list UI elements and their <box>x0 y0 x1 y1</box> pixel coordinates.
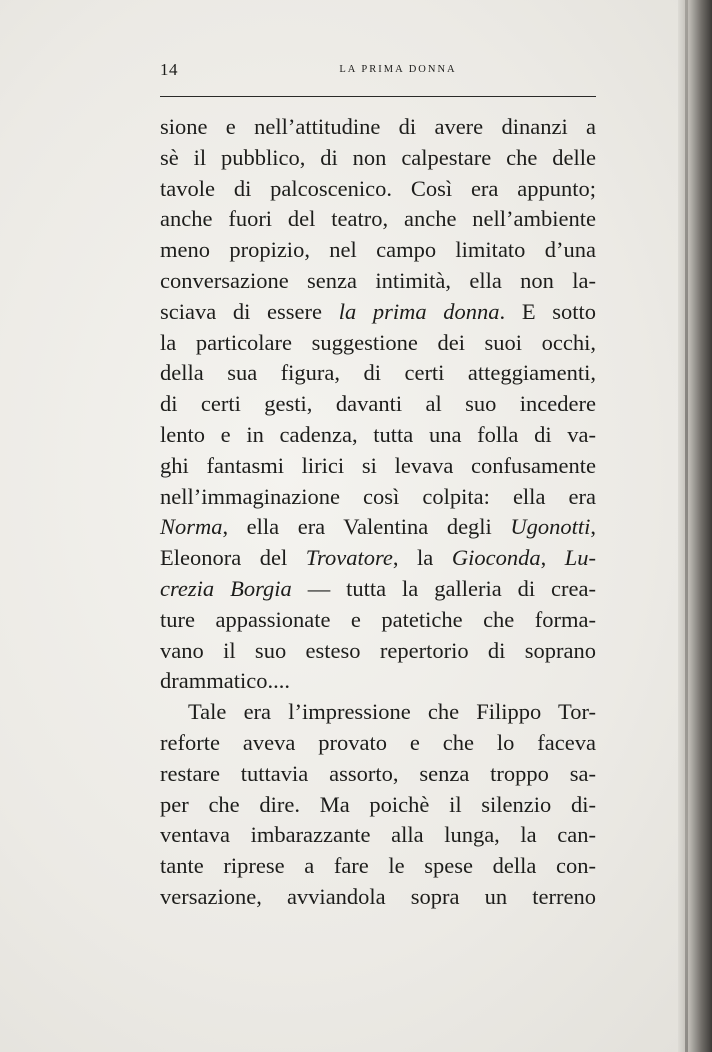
text-line: anche fuori del teatro, anche nell’ambiente <box>160 206 596 232</box>
text-line: della sua figura, di certi atteggiamenti, <box>160 360 596 386</box>
text-line: Norma, ella era Valentina degli Ugonotti, <box>160 514 596 540</box>
text-line: sciava di essere la prima donna. E sotto <box>160 298 596 324</box>
italic-title: la prima donna <box>338 298 500 324</box>
text-line: vano il suo esteso repertorio di soprano <box>160 637 596 663</box>
text-line: reforte aveva provato e che lo faceva <box>160 729 596 755</box>
page-number: 14 <box>160 60 178 79</box>
text-line: tavole di palcoscenico. Così era appunto; <box>160 175 596 201</box>
page-header <box>160 60 596 90</box>
italic-title: Trovatore <box>305 545 393 571</box>
text-line: ghi fantasmi lirici si levava confusamente <box>160 452 596 478</box>
text-line: sè il pubblico, di non calpestare che delle <box>160 144 596 170</box>
text-line: per che dire. Ma poichè il silenzio di- <box>160 791 596 817</box>
text-line: restare tuttavia assorto, senza troppo sa- <box>160 760 596 786</box>
text-line: versazione, avviandola sopra un terreno <box>160 883 596 909</box>
text-line: drammatico.... <box>160 668 290 694</box>
text-line: ture appassionate e patetiche che forma- <box>160 606 596 632</box>
book-spine-shadow <box>678 0 712 1052</box>
text-line: conversazione senza intimità, ella non la- <box>160 267 596 293</box>
italic-title: Gioconda <box>451 545 541 571</box>
header-rule <box>160 96 596 97</box>
text-line: ventava imbarazzante alla lunga, la can- <box>160 822 596 848</box>
body-text <box>160 112 596 913</box>
italic-title: crezia Borgia <box>160 575 292 601</box>
text-line: lento e in cadenza, tutta una folla di va- <box>160 421 596 447</box>
text-line: la particolare suggestione dei suoi occhi, <box>160 329 596 355</box>
text-line: sione e nell’attitudine di avere dinanzi a <box>160 114 596 139</box>
running-title: LA PRIMA DONNA <box>339 64 457 75</box>
text-line: tante riprese a fare le spese della con- <box>160 853 596 879</box>
text-line: meno propizio, nel campo limitato d’una <box>160 237 596 263</box>
italic-title: Lu- <box>564 545 597 571</box>
text-line: di certi gesti, davanti al suo incedere <box>160 391 596 417</box>
italic-title: Norma <box>160 514 223 540</box>
italic-title: Ugonotti <box>510 514 591 540</box>
text-line: crezia Borgia — tutta la galleria di crea- <box>160 575 596 601</box>
paragraph-start-line: Tale era l’impressione che Filippo Tor- <box>188 699 596 725</box>
text-line: nell’immaginazione così colpita: ella era <box>160 483 596 509</box>
page-edge <box>685 0 688 1052</box>
text-line: Eleonora del Trovatore, la Gioconda, Lu- <box>160 545 597 571</box>
